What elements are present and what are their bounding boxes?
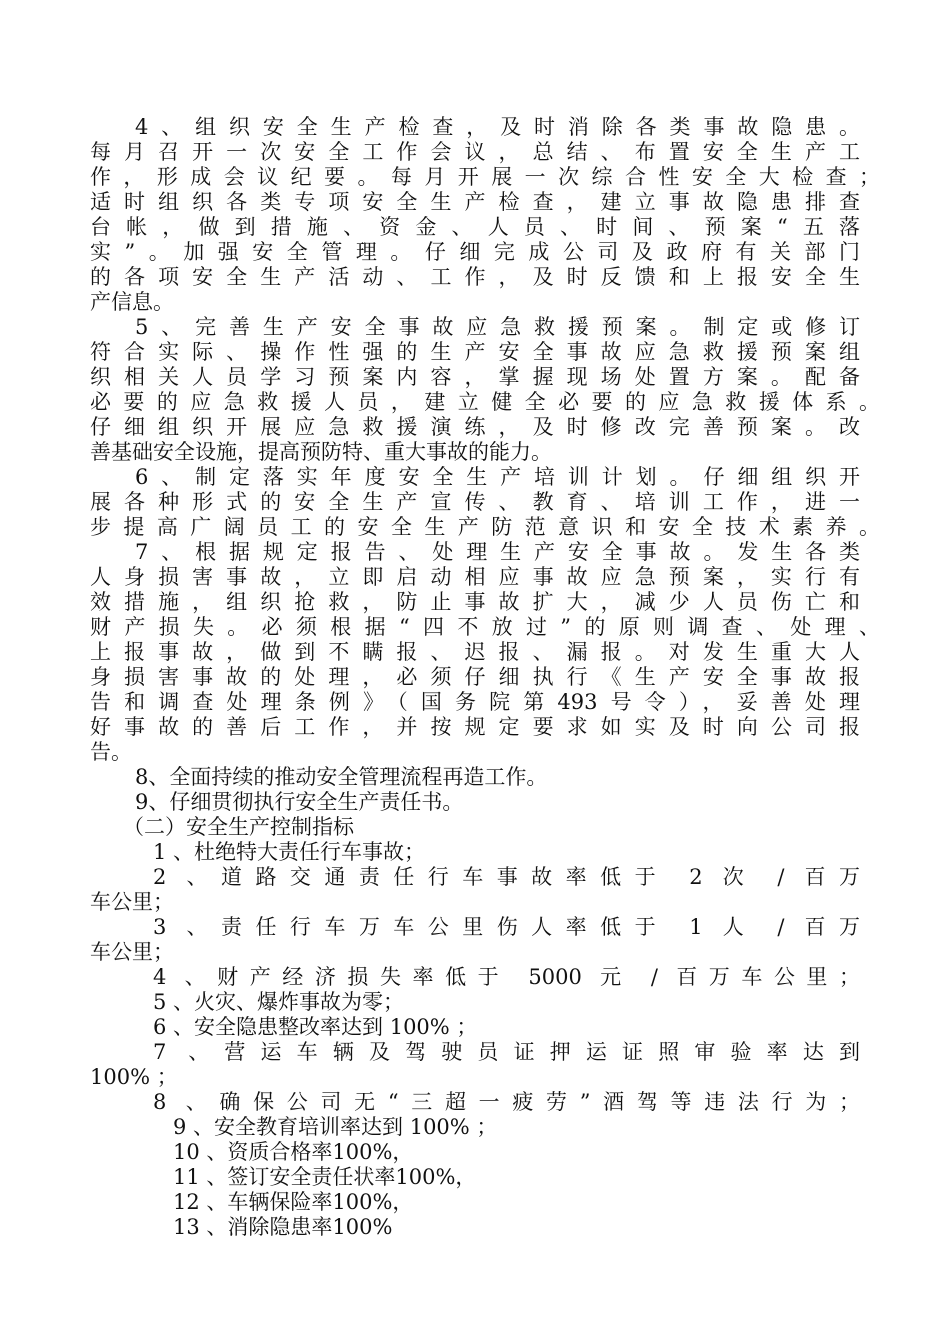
text-line: 9 、安全教育培训率达到 100% ； bbox=[173, 1115, 498, 1139]
text-line: 8 、确保公司无“三超一疲劳”酒驾等违法行为； bbox=[153, 1090, 860, 1114]
text-line: 步提高广阔员工的安全生产防范意识和安全技术素养。 bbox=[90, 515, 880, 539]
text-line: 产信息。 bbox=[90, 290, 174, 314]
text-line: 财产损失。必须根据“四不放过”的原则调查、处理、 bbox=[90, 615, 880, 639]
text-line: 8、全面持续的推动安全管理流程再造工作。 bbox=[135, 765, 548, 789]
text-line: 必要的应急救援人员，建立健全必要的应急救援体系。 bbox=[90, 390, 880, 414]
text-line: 11 、签订安全责任状率100%， bbox=[173, 1165, 477, 1189]
text-line: 善基础安全设施，提高预防特、重大事故的能力。 bbox=[90, 440, 552, 464]
text-line: 5 、火灾、爆炸事故为零； bbox=[153, 990, 405, 1014]
text-line: 实”。加强安全管理。仔细完成公司及政府有关部门 bbox=[90, 240, 860, 264]
text-line: 6 、安全隐患整改率达到 100% ； bbox=[153, 1015, 478, 1039]
text-line: 100% ； bbox=[90, 1065, 178, 1089]
text-line: 好事故的善后工作，并按规定要求如实及时向公司报 bbox=[90, 715, 860, 739]
text-line: 7 、营运车辆及驾驶员证押运证照审验率达到 bbox=[153, 1040, 860, 1064]
text-line: 4 、财产经济损失率低于 5000 元 / 百万车公里； bbox=[153, 965, 860, 989]
text-line: 符合实际、操作性强的生产安全事故应急救援预案组 bbox=[90, 340, 860, 364]
text-line: 4、组织安全生产检查，及时消除各类事故隐患。 bbox=[135, 115, 860, 139]
text-line: 车公里； bbox=[90, 890, 174, 914]
text-line: 展各种形式的安全生产宣传、教育、培训工作，进一 bbox=[90, 490, 860, 514]
text-line: 6、制定落实年度安全生产培训计划。仔细组织开 bbox=[135, 465, 860, 489]
text-line: 告和调查处理条例》（国务院第493号令），妥善处理 bbox=[90, 690, 860, 714]
text-line: 9、仔细贯彻执行安全生产责任书。 bbox=[135, 790, 464, 814]
text-line: 12 、车辆保险率100%， bbox=[173, 1190, 414, 1214]
text-line: 13 、消除隐患率100% bbox=[173, 1215, 393, 1239]
text-line: 作，形成会议纪要。每月开展一次综合性安全大检查； bbox=[90, 165, 880, 189]
text-line: 1 、杜绝特大责任行车事故； bbox=[153, 840, 426, 864]
text-line: 10 、资质合格率100%， bbox=[173, 1140, 414, 1164]
text-line: 适时组织各类专项安全生产检查，建立事故隐患排查 bbox=[90, 190, 860, 214]
text-line: 2 、道路交通责任行车事故率低于 2 次 / 百万 bbox=[153, 865, 860, 889]
text-line: 仔细组织开展应急救援演练，及时修改完善预案。改 bbox=[90, 415, 860, 439]
text-line: 台帐，做到措施、资金、人员、时间、预案“五落 bbox=[90, 215, 860, 239]
text-line: 的各项安全生产活动、工作，及时反馈和上报安全生 bbox=[90, 265, 860, 289]
text-line: 告。 bbox=[90, 740, 132, 764]
text-line: 每月召开一次安全工作会议，总结、布置安全生产工 bbox=[90, 140, 860, 164]
text-line: 人身损害事故，立即启动相应事故应急预案，实行有 bbox=[90, 565, 860, 589]
text-line: 5、完善生产安全事故应急救援预案。制定或修订 bbox=[135, 315, 860, 339]
text-line: 车公里； bbox=[90, 940, 174, 964]
text-line: 7、根据规定报告、处理生产安全事故。发生各类 bbox=[135, 540, 860, 564]
text-line: 上报事故，做到不瞒报、迟报、漏报。对发生重大人 bbox=[90, 640, 860, 664]
section-heading: （二）安全生产控制指标 bbox=[123, 815, 354, 839]
text-line: 效措施，组织抢救，防止事故扩大，减少人员伤亡和 bbox=[90, 590, 860, 614]
text-line: 身损害事故的处理，必须仔细执行《生产安全事故报 bbox=[90, 665, 860, 689]
text-line: 3 、责任行车万车公里伤人率低于 1 人 / 百万 bbox=[153, 915, 860, 939]
text-line: 织相关人员学习预案内容，掌握现场处置方案。配备 bbox=[90, 365, 860, 389]
